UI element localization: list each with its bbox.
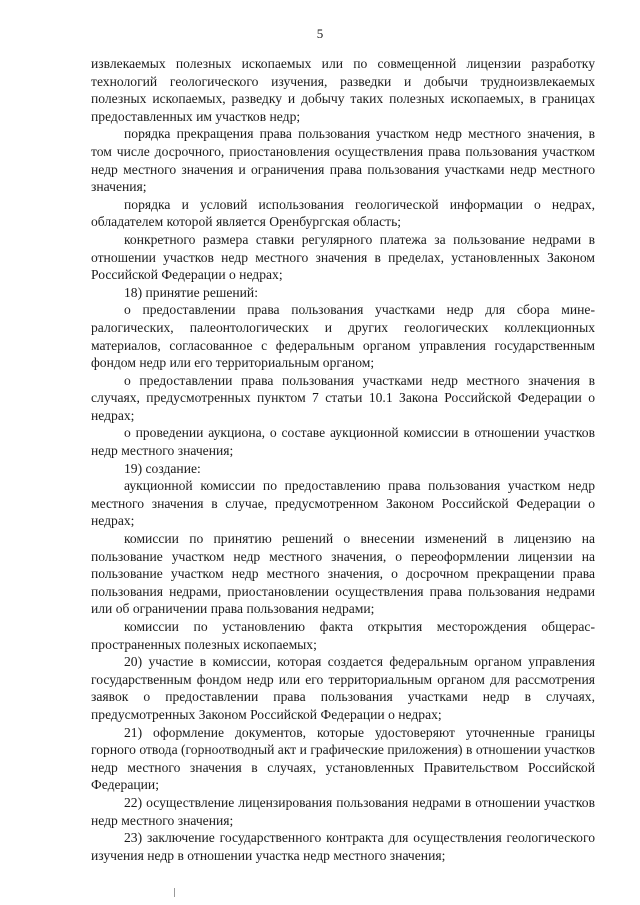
paragraph: о проведении аукциона, о составе аукционной комиссии в отношении участков недр местного значения; (91, 425, 595, 459)
list-item-18: 18) принятие решений: (124, 284, 258, 300)
paragraph: конкретного размера ставки регулярного платежа за пользование недрами в отношении участков недр местного значения в пределах, установленных Законом Российской Федерации о недрах; (91, 231, 595, 283)
paragraph: о предоставлении права пользования участками недр местного значения в случаях, предусмотренных пунктом 7 статьи 10.1 Закона Российской Федерации о недрах; (91, 372, 595, 423)
page-number: 5 (316, 26, 324, 41)
paragraph-continuation: извлекаемых полезных ископаемых или по совмещенной лицензии разработку технологий геологического изучения, разведки и добычи трудноизвлекаемых полезных ископаемых, разведку и добычу таких полезных ископаемых, в границах предоставленных им участков недр; (91, 56, 595, 124)
paragraph: комиссии по установлению факта открытия месторождения общераспространенных полезных ископаемых; (91, 619, 595, 652)
list-item-22: 22) осуществление лицензирования пользования недрами в отношении участков недр местного значения; (91, 794, 595, 828)
paragraph: порядка прекращения права пользования участком недр местного значения, в том числе досрочного, приостановления осуществления права пользования участком недр местного значения и ограничения права пользования участками недр местного значения; (91, 126, 595, 195)
paragraph: комиссии по принятию решений о внесении изменений в лицензию на пользование участком недр местного значения, о переоформлении лицензии на пользование участком недр местного значения, о досрочном прекращении права пользования недрами, приостановлении осуществления права пользования недрами или об ограничении права пользования недрами; (91, 531, 595, 617)
paragraph: аукционной комиссии по предоставлению права пользования участком недр местного значения в случае, предусмотренном Законом Российской Федерации о недрах; (91, 478, 595, 529)
list-item-20: 20) участие в комиссии, которая создается федеральным органом управления государственным фондом недр или его территориальным органом для рассмотрения заявок о предоставлении права пользования участками недр в случаях, предусмотренных Законом Российской Федерации о недрах; (91, 654, 595, 722)
paragraph: порядка и условий использования геологической информации о недрах, обладателем которой является Оренбургская область; (91, 196, 595, 230)
list-item-23: 23) заключение государственного контракта для осуществления геологического изучения недр в отношении участка недр местного значения; (91, 830, 595, 863)
list-item-21: 21) оформление документов, которые удостоверяют уточненные границы горного отвода (горноотводный акт и графические приложения) в отношении участков недр местного значения в случаях, установленных Правительством Российской Федерации; (91, 724, 595, 793)
scan-artifact-mark (174, 888, 175, 897)
list-item-19: 19) создание: (124, 460, 201, 476)
document-body (91, 55, 595, 864)
paragraph: о предоставлении права пользования участками недр для сбора минералогических, палеонтологических и других геологических коллекционных материалов, согласованное с федеральным органом управления государственным фондом недр или его территориальным органом; (91, 302, 595, 371)
